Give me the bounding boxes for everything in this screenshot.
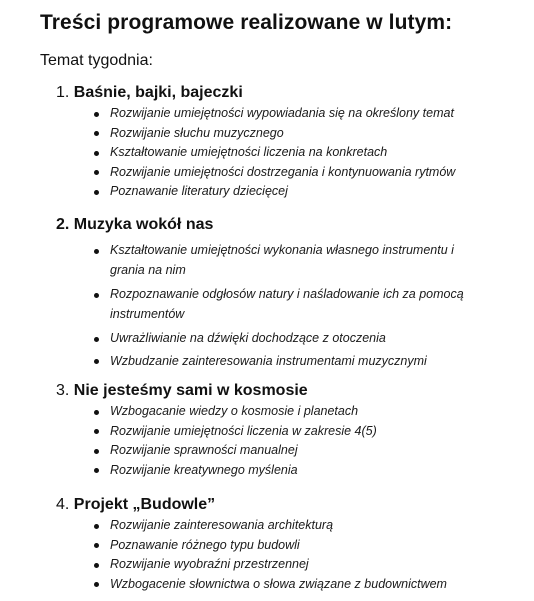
bullet-icon: [94, 468, 99, 473]
bullet-icon: [94, 563, 99, 568]
list-item: Rozwijanie umiejętności dostrzegania i kontynuowania rytmów: [56, 163, 504, 183]
section-2-list: [56, 241, 504, 371]
list-item: Kształtowanie umiejętności liczenia na konkretach: [56, 143, 504, 163]
bullet-icon: [94, 131, 99, 136]
section-1: [56, 82, 504, 202]
bullet-icon: [94, 337, 99, 342]
page-subtitle: Temat tygodnia:: [40, 52, 153, 69]
list-item: Rozwijanie umiejętności wypowiadania się na określony temat: [56, 104, 504, 124]
section-name: Nie jesteśmy sami w kosmosie: [73, 382, 308, 399]
section-2-heading: [56, 214, 504, 236]
bullet-icon: [94, 543, 99, 548]
section-number: 1.: [56, 84, 70, 101]
section-4: [56, 494, 504, 594]
section-number: 2.: [56, 216, 70, 233]
list-item: Rozwijanie zainteresowania architekturą: [56, 516, 504, 536]
bullet-icon: [94, 151, 99, 156]
section-number: 4.: [56, 496, 70, 513]
list-item: Rozwijanie wyobraźni przestrzennej: [56, 555, 504, 575]
section-number: 3.: [56, 382, 70, 399]
section-3-heading: [56, 380, 504, 402]
bullet-icon: [94, 190, 99, 195]
bullet-icon: [94, 359, 99, 364]
bullet-icon: [94, 112, 99, 117]
list-item: Poznawanie różnego typu budowli: [56, 536, 504, 556]
section-4-list: [56, 516, 504, 594]
section-name: Baśnie, bajki, bajeczki: [73, 84, 243, 101]
list-item: Uwrażliwianie na dźwięki dochodzące z otoczenia: [56, 329, 504, 349]
section-3: [56, 380, 504, 480]
list-item: Rozwijanie sprawności manualnej: [56, 441, 504, 461]
list-item: Kształtowanie umiejętności wykonania własnego instrumentu i grania na nim: [56, 241, 504, 280]
list-item: Rozwijanie kreatywnego myślenia: [56, 461, 504, 481]
section-name: Projekt „Budowle”: [73, 496, 216, 513]
list-item: Wzbogacenie słownictwa o słowa związane z budownictwem: [56, 575, 504, 595]
section-1-heading: [56, 82, 504, 104]
bullet-icon: [94, 582, 99, 587]
bullet-icon: [94, 249, 99, 254]
bullet-icon: [94, 449, 99, 454]
list-item: Rozwijanie słuchu muzycznego: [56, 124, 504, 144]
list-item: Rozpoznawanie odgłosów natury i naśladowanie ich za pomocą instrumentów: [56, 285, 504, 324]
section-3-list: [56, 402, 504, 480]
list-item: Poznawanie literatury dziecięcej: [56, 182, 504, 202]
bullet-icon: [94, 170, 99, 175]
bullet-icon: [94, 524, 99, 529]
section-name: Muzyka wokół nas: [73, 216, 214, 233]
bullet-icon: [94, 410, 99, 415]
list-item: Wzbudzanie zainteresowania instrumentami muzycznymi: [56, 352, 504, 372]
section-2: [56, 214, 504, 374]
section-1-list: [56, 104, 504, 202]
page-title: Treści programowe realizowane w lutym:: [40, 11, 453, 34]
bullet-icon: [94, 293, 99, 298]
bullet-icon: [94, 429, 99, 434]
list-item: Rozwijanie umiejętności liczenia w zakresie 4(5): [56, 422, 504, 442]
list-item: Wzbogacanie wiedzy o kosmosie i planetach: [56, 402, 504, 422]
section-4-heading: [56, 494, 504, 516]
